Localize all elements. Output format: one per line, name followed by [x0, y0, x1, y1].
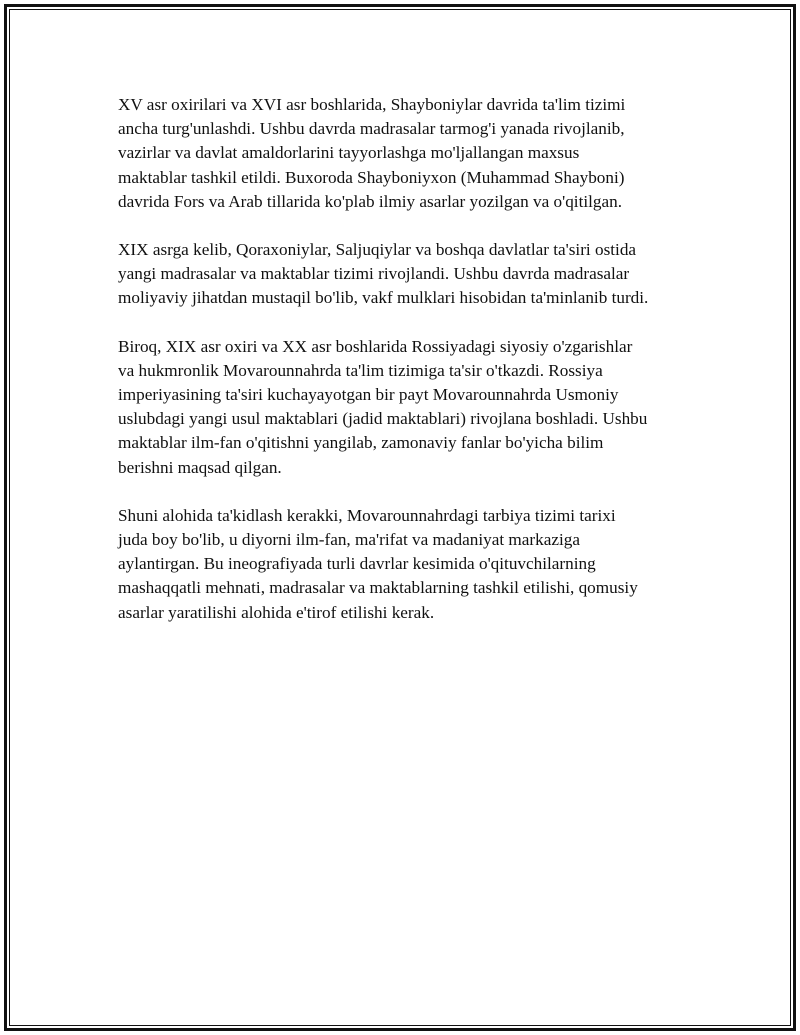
paragraph-4 [118, 504, 703, 625]
text-line: va hukmronlik Movarounnahrda ta'lim tizimiga ta'sir o'tkazdi. Rossiya [118, 360, 603, 380]
text-line: XV asr oxirilari va XVI asr boshlarida, Shayboniylar davrida ta'lim tizimi [118, 95, 626, 114]
paragraph-1 [118, 93, 703, 214]
text-line: uslubdagi yangi usul maktablari (jadid maktablari) rivojlana boshladi. Ushbu [118, 409, 648, 429]
text-line: ancha turg'unlashdi. Ushbu davrda madrasalar tarmog'i yanada rivojlanib, [118, 119, 625, 139]
text-line: mashaqqatli mehnati, madrasalar va maktablarning tashkil etilishi, qomusiy [118, 578, 638, 598]
text-line: imperiyasining ta'siri kuchayayotgan bir payt Movarounnahrda Usmoniy [118, 385, 619, 405]
text-line: aylantirgan. Bu ineografiyada turli davrlar kesimida o'qituvchilarning [118, 554, 596, 574]
text-line: berishni maqsad qilgan. [118, 457, 282, 477]
paragraph-3 [118, 335, 703, 480]
text-line: Biroq, XIX asr oxiri va XX asr boshlarida Rossiyadagi siyosiy o'zgarishlar [118, 336, 633, 356]
text-line: juda boy bo'lib, u diyorni ilm-fan, ma'rifat va madaniyat markaziga [118, 530, 580, 550]
text-line: moliyaviy jihatdan mustaqil bo'lib, vakf mulklari hisobidan ta'minlanib turdi. [118, 288, 649, 308]
text-line: maktablar ilm-fan o'qitishni yangilab, zamonaviy fanlar bo'yicha bilim [118, 433, 604, 453]
text-line: yangi madrasalar va maktablar tizimi rivojlandi. Ushbu davrda madrasalar [118, 264, 630, 284]
text-line: maktablar tashkil etildi. Buxoroda Shayboniyxon (Muhammad Shayboni) [118, 167, 625, 187]
document-body [118, 93, 703, 649]
paragraph-2 [118, 238, 703, 311]
text-line: asarlar yaratilishi alohida e'tirof etilishi kerak. [118, 602, 435, 622]
text-line: vazirlar va davlat amaldorlarini tayyorlashga mo'ljallangan maxsus [118, 143, 580, 163]
text-line: XIX asrga kelib, Qoraxoniylar, Saljuqiylar va boshqa davlatlar ta'siri ostida [118, 240, 637, 260]
text-line: Shuni alohida ta'kidlash kerakki, Movarounnahrdagi tarbiya tizimi tarixi [118, 505, 616, 525]
text-line: davrida Fors va Arab tillarida ko'plab ilmiy asarlar yozilgan va o'qitilgan. [118, 191, 623, 211]
